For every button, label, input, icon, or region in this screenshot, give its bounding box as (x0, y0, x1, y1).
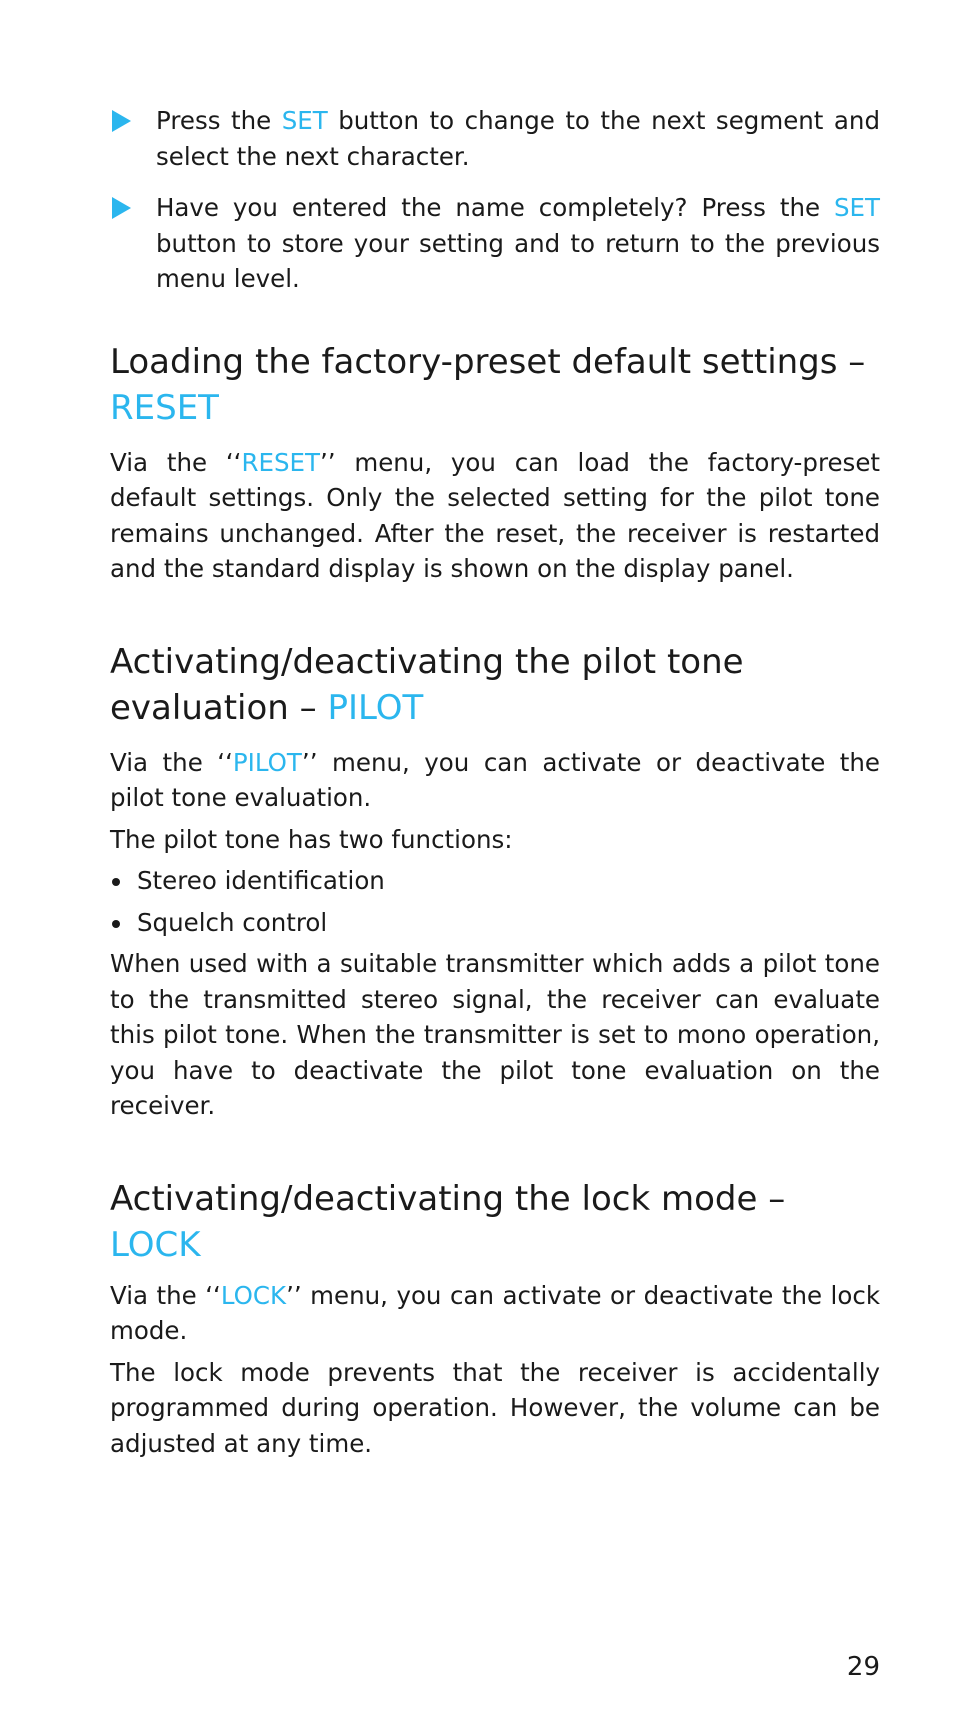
step-arrow-icon (112, 197, 131, 219)
bullet-icon (112, 878, 120, 886)
lock-menu-label: LOCK (110, 1224, 201, 1265)
paragraph-text: Via the ‘‘ (110, 747, 233, 777)
paragraph-text: Via the ‘‘ (110, 447, 242, 477)
lock-paragraph-2: The lock mode prevents that the receiver is accidentally programmed during operation. However, the volume can be adjusted at any time. (110, 1357, 880, 1458)
list-item-text: Stereo identification (137, 866, 385, 895)
instruction-step (110, 190, 880, 297)
page-number: 29 (846, 1652, 880, 1682)
document-page (110, 103, 880, 1467)
step-text: Have you entered the name completely? Press the (156, 193, 834, 222)
bullet-icon (112, 920, 120, 928)
heading-text: Activating/deactivating the pilot tone evaluation – (110, 641, 744, 728)
instruction-step (110, 103, 880, 174)
step-text: button to store your setting and to return to the previous menu level. (156, 228, 880, 293)
pilot-paragraph (110, 745, 880, 816)
paragraph-text: ’’ menu, you can activate or deactivate the pilot tone evaluation. (110, 747, 880, 812)
pilot-menu-ref: PILOT (232, 747, 302, 777)
step-arrow-icon (112, 110, 131, 132)
list-item (110, 863, 880, 899)
reset-paragraph (110, 445, 880, 587)
reset-menu-label: RESET (110, 387, 219, 428)
lock-paragraph (110, 1278, 880, 1349)
pilot-paragraph-2: When used with a suitable transmitter which adds a pilot tone to the transmitted stereo signal, the receiver can evaluate this pilot tone. When the transmitter is set to mono operation, you have to deactivate the pilot tone evaluation on the receiver. (110, 949, 880, 1120)
step-text: Press the (156, 106, 282, 135)
paragraph-text: Via the ‘‘ (110, 1280, 221, 1310)
paragraph-text: ’’ menu, you can load the factory-preset default settings. Only the selected setting for the pilot tone remains unchanged. After the reset, the receiver is restarted and the standard display is shown on the display panel. (110, 447, 880, 583)
list-item-text: Squelch control (137, 907, 328, 937)
reset-menu-ref: RESET (241, 447, 320, 477)
lock-heading (110, 1176, 880, 1268)
list-item (110, 905, 880, 941)
lock-menu-ref: LOCK (220, 1280, 287, 1310)
paragraph-text: ’’ menu, you can activate or deactivate the lock mode. (110, 1280, 881, 1345)
pilot-functions-intro: The pilot tone has two functions: (110, 824, 513, 854)
set-key-label: SET (834, 193, 880, 222)
heading-text: Loading the factory-preset default settings – (110, 341, 866, 382)
reset-heading (110, 339, 880, 431)
heading-text: Activating/deactivating the lock mode – (110, 1178, 786, 1219)
set-key-label: SET (281, 106, 328, 135)
pilot-heading (110, 639, 880, 731)
step-text: button to change to the next segment and select the next character. (156, 106, 881, 171)
pilot-menu-label: PILOT (327, 687, 424, 728)
pilot-functions-list (110, 863, 880, 940)
